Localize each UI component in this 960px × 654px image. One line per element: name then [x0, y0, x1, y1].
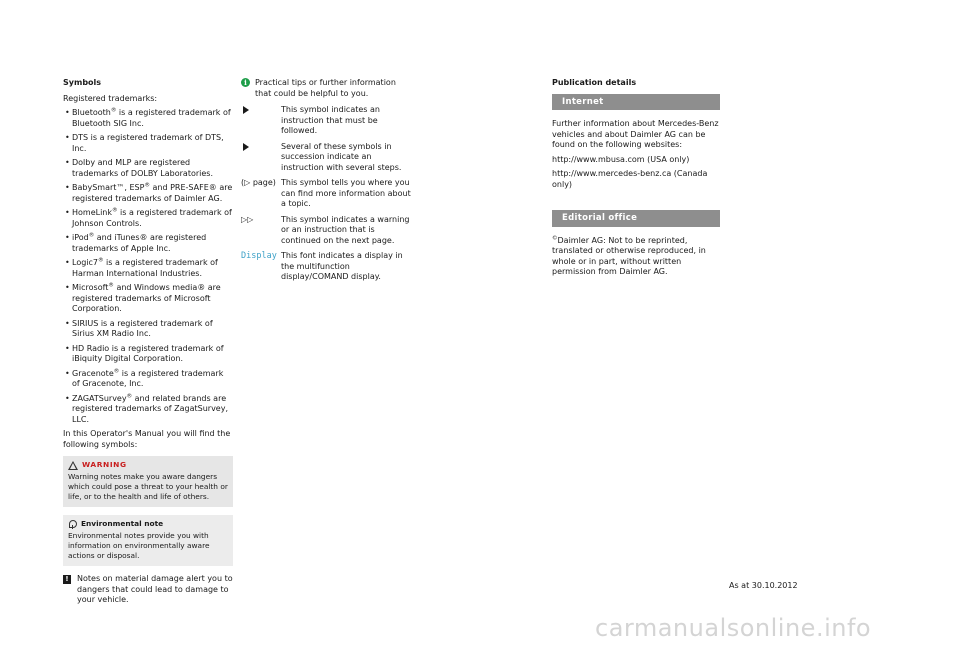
editorial-body: Daimler AG: Not to be reprinted, translated or otherwise reproduced, in whole or in part, without written permission from Daimler AG.: [552, 235, 706, 276]
bullet-icon: •: [65, 283, 70, 292]
trademark-text: Microsoft: [72, 283, 109, 292]
url-canada: http://www.mercedes-benz.ca (Canada only): [552, 169, 708, 189]
symbol-row-page-ref: [241, 178, 411, 210]
registered-mark: ®: [126, 392, 133, 399]
trademark-text-rest: is a registered trademark of Gracenote, Inc.: [72, 368, 224, 388]
bullet-icon: •: [65, 108, 70, 117]
info-icon: i: [241, 78, 250, 87]
trademark-text-rest: and iTunes® are registered trademarks of Apple Inc.: [72, 233, 207, 253]
registered-mark: ®: [110, 107, 117, 114]
bullet-icon: •: [65, 258, 70, 267]
symbol-desc: This font indicates a display in the multifunction display/COMAND display.: [281, 251, 403, 281]
exclamation-icon: !: [63, 575, 71, 584]
bullet-icon: •: [65, 133, 70, 142]
environmental-box: [63, 515, 233, 566]
internet-section-bar: Internet: [552, 94, 720, 111]
play-arrow-icon: [243, 143, 249, 151]
trademark-text-rest: and PRE-SAFE® are registered trademarks of Daimler AG.: [72, 183, 233, 203]
bullet-icon: •: [65, 183, 70, 192]
symbol-label: Display: [241, 251, 277, 261]
trademarks-intro: Registered trademarks:: [63, 93, 158, 103]
registered-mark: ®: [88, 232, 95, 239]
editorial-text: [552, 236, 720, 278]
trademark-text-rest: is a registered trademark of Harman International Industries.: [72, 258, 218, 278]
bullet-icon: •: [65, 368, 70, 378]
trademark-item: [63, 183, 233, 204]
symbols-outro: In this Operator's Manual you will find the following symbols:: [63, 429, 231, 449]
trademark-item: [63, 258, 233, 279]
bullet-icon: •: [65, 318, 70, 328]
trademark-text: Logic7: [72, 258, 98, 267]
watermark: carmanualsonline.info: [595, 614, 872, 642]
trademark-text: DTS is a registered trademark of DTS, Inc.: [72, 133, 224, 153]
trademark-text: HomeLink: [72, 208, 113, 217]
publication-date: As at 30.10.2012: [729, 581, 798, 590]
trademark-text-rest: and Windows media® are registered trademarks of Microsoft Corporation.: [72, 283, 221, 313]
symbol-legend-column: [241, 78, 411, 288]
url-usa: http://www.mbusa.com (USA only): [552, 154, 690, 164]
warning-triangle-icon: [68, 461, 78, 470]
material-damage-note: [63, 574, 233, 606]
trademark-item: [63, 133, 233, 154]
trademark-item: [63, 108, 233, 129]
registered-mark: ®: [113, 367, 120, 374]
registered-mark: ®: [98, 257, 104, 264]
symbol-row-display-font: [241, 251, 411, 283]
trademark-item: [63, 369, 233, 390]
trademark-item: [63, 394, 233, 426]
symbol-row-instruction: [241, 105, 411, 137]
bullet-icon: •: [65, 393, 70, 403]
registered-mark: ®: [108, 282, 114, 289]
editorial-section-bar: Editorial office: [552, 210, 720, 227]
symbol-row-continued: [241, 215, 411, 247]
trademark-text-rest: and related brands are registered trademarks of ZagatSurvey, LLC.: [72, 393, 228, 424]
trademark-item: [63, 319, 233, 340]
symbol-desc: This symbol indicates a warning or an instruction that is continued on the next page.: [281, 214, 410, 245]
symbol-label: (▷ page): [241, 178, 276, 187]
symbols-heading: Symbols: [63, 78, 102, 87]
symbol-label: ▷▷: [241, 214, 254, 224]
environmental-title: Environmental note: [81, 519, 164, 528]
trademark-text: HD Radio is a registered trademark of iBiquity Digital Corporation.: [72, 343, 224, 363]
registered-mark: ®: [112, 207, 118, 214]
trademark-text-rest: is a registered trademark of Johnson Controls.: [72, 208, 232, 228]
symbols-column: [63, 78, 233, 610]
publication-heading: Publication details: [552, 78, 637, 87]
internet-text: Further information about Mercedes-Benz vehicles and about Daimler AG can be found on the following websites:: [552, 119, 719, 149]
environmental-text: Environmental notes provide you with information on environmentally aware actions or disposal.: [68, 531, 210, 560]
publication-column: [552, 78, 720, 282]
trademark-text: BabySmart™, ESP: [72, 183, 145, 192]
trademark-item: [63, 208, 233, 229]
trademark-text: Gracenote: [72, 368, 114, 378]
warning-box: [63, 456, 233, 507]
trademark-item: [63, 233, 233, 254]
trademark-text: iPod: [72, 233, 89, 242]
registered-mark: ®: [144, 182, 150, 189]
bullet-icon: •: [65, 158, 70, 167]
trademark-item: [63, 158, 233, 179]
material-note-text: Notes on material damage alert you to dangers that could lead to damage to your vehicle.: [77, 574, 233, 604]
trademark-text: ZAGATSurvey: [72, 393, 127, 403]
info-text: Practical tips or further information that could be helpful to you.: [255, 78, 396, 98]
trademark-text: Dolby and MLP are registered trademarks of DOLBY Laboratories.: [72, 158, 214, 178]
symbol-row-steps: [241, 142, 411, 174]
play-arrow-icon: [243, 106, 249, 114]
bullet-icon: •: [65, 233, 70, 242]
warning-title: WARNING: [82, 460, 127, 469]
trademark-text: Bluetooth: [72, 108, 111, 117]
trademark-text: SIRIUS is a registered trademark of Sirius XM Radio Inc.: [72, 318, 213, 338]
symbol-desc: This symbol tells you where you can find more information about a topic.: [281, 178, 411, 208]
trademark-item: [63, 344, 233, 365]
symbol-desc: Several of these symbols in succession indicate an instruction with several steps.: [281, 141, 402, 172]
symbol-desc: This symbol indicates an instruction that must be followed.: [281, 105, 380, 135]
trademark-text-rest: is a registered trademark of Bluetooth SIG Inc.: [72, 108, 231, 128]
trademark-list: [63, 108, 233, 425]
bullet-icon: •: [65, 343, 70, 353]
bullet-icon: •: [65, 208, 70, 217]
leaf-icon: [68, 520, 77, 529]
warning-text: Warning notes make you aware dangers which could pose a threat to your health or life, or to the health and life of others.: [68, 472, 228, 501]
trademark-item: [63, 283, 233, 315]
copyright-mark: ©: [552, 234, 558, 241]
info-note: [241, 78, 411, 99]
